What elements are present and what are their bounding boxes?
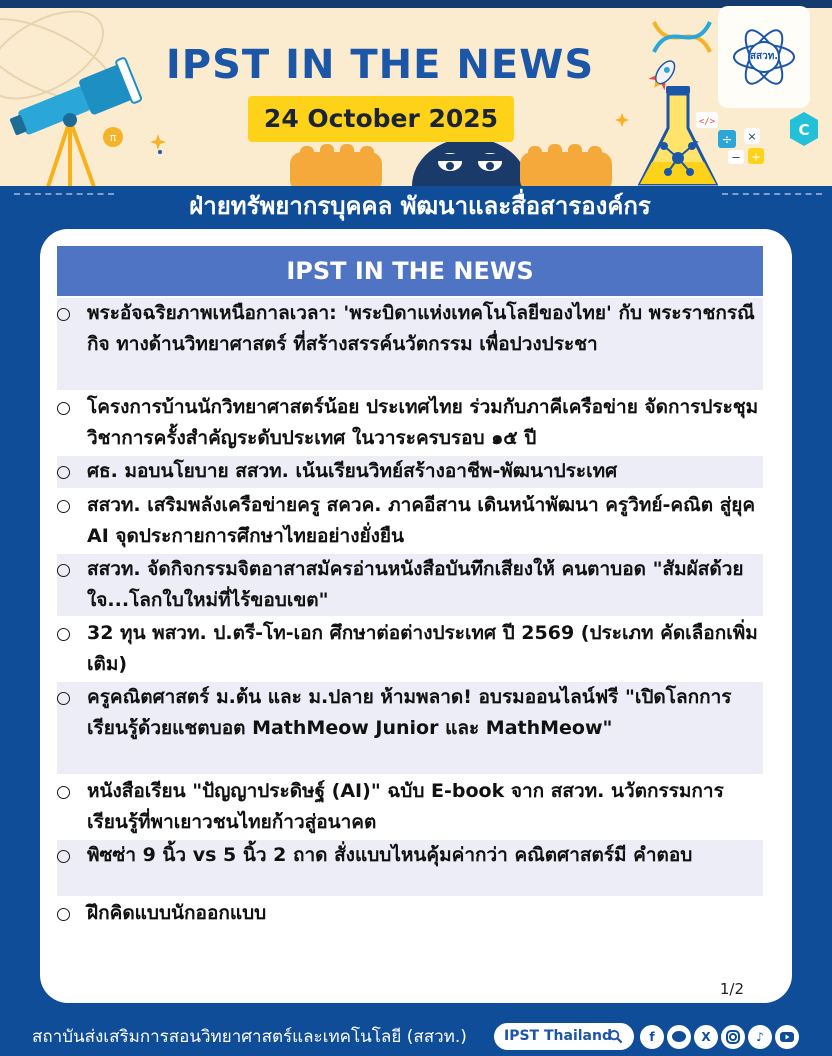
news-item[interactable] [57,298,763,390]
news-item-text[interactable]: โครงการบ้านนักวิทยาศาสตร์น้อย ประเทศไทย ร่วมกับภาคีเครือข่าย จัดการประชุมวิชาการครั้งสำคัญระดับประเทศ ในวาระครบรอบ ๑๕ ปี [87,396,759,449]
news-item[interactable] [57,840,763,896]
news-item-text[interactable]: พิซซ่า 9 นิ้ว vs 5 นิ้ว 2 ถาด สั่งแบบไหนคุ้มค่ากว่า คณิตศาสตร์มี คำตอบ [87,844,693,866]
svg-text:×: × [747,130,757,143]
news-item[interactable] [57,490,763,552]
logo-text: สสวท. [749,51,779,62]
search-label: IPST Thailand [504,1028,612,1044]
department-title: ฝ่ายทรัพยากรบุคคล พัฒนาและสื่อสารองค์กร [189,192,651,220]
date-badge: 24 October 2025 [248,96,514,142]
page-number: 1/2 [719,980,744,998]
organization-name: สถาบันส่งเสริมการสอนวิทยาศาสตร์และเทคโนโลยี (สสวท.) [32,1027,467,1047]
bullet-icon [57,466,70,479]
youtube-icon[interactable] [775,1025,799,1049]
bullet-icon [57,908,70,921]
svg-text:C: C [798,121,810,139]
page-title: IPST IN THE NEWS [165,42,595,88]
bullet-icon [57,786,70,799]
news-item-text[interactable]: 32 ทุน พสวท. ป.ตรี-โท-เอก ศึกษาต่อต่างประเทศ ปี 2569 (ประเภท คัดเลือกเพิ่มเติม) [87,622,758,675]
news-item-text[interactable]: หนังสือเรียน "ปัญญาประดิษฐ์ (AI)" ฉบับ E-book จาก สสวท. นวัตกรรมการเรียนรู้ที่พาเยาวชนไทยก้าวสู่อนาคต [87,780,724,833]
bullet-icon [57,500,70,513]
pi-icon [102,126,124,148]
news-item-text[interactable]: สสวท. เสริมพลังเครือข่ายครู สควค. ภาคอีสาน เดินหน้าพัฒนา ครูวิทย์-คณิต สู่ยุค AI จุดประกายการศึกษาไทยอย่างยั่งยืน [87,494,756,547]
tiktok-icon[interactable]: ♪ [748,1025,772,1049]
news-item[interactable] [57,898,763,932]
top-stripe [0,0,832,8]
svg-text:+: + [750,150,762,164]
news-item[interactable] [57,682,763,774]
bullet-icon [57,308,70,321]
news-item[interactable] [57,392,763,454]
bullet-icon [57,628,70,641]
news-item-text[interactable]: ฝึกคิดแบบนักออกแบบ [87,902,267,924]
peeking-character [290,136,650,186]
svg-text:−: − [731,151,741,164]
bullet-icon [57,850,70,863]
search-icon [608,1029,623,1044]
news-item-text[interactable]: ครูคณิตศาสตร์ ม.ต้น และ ม.ปลาย ห้ามพลาด! อบรมออนไลน์ฟรี "เปิดโลกการเรียนรู้ด้วยแชตบอต MathMeow Junior และ MathMeow" [87,686,732,739]
news-item[interactable] [57,456,763,488]
bullet-icon [57,692,70,705]
news-item[interactable] [57,618,763,680]
svg-text:÷: ÷ [721,133,733,148]
news-card-heading: IPST IN THE NEWS [57,246,763,296]
math-tiles-icon [694,110,832,172]
news-item-text[interactable]: พระอัจฉริยภาพเหนือกาลเวลา: 'พระบิดาแห่งเทคโนโลยีของไทย' กับ พระราชกรณีกิจ ทางด้านวิทยาศาสตร์ ที่สร้างสรรค์นวัตกรรม เพื่อปวงประชา [87,302,755,355]
svg-text:π: π [109,131,117,144]
header-banner [0,0,832,186]
bullet-icon [57,402,70,415]
news-item[interactable] [57,776,763,838]
news-item-text[interactable]: สสวท. จัดกิจกรรมจิตอาสาสมัครอ่านหนังสือบันทึกเสียงให้ คนตาบอด "สัมผัสด้วยใจ...โลกใบใหม่ที่ไร้ขอบเขต" [87,558,744,611]
instagram-icon[interactable] [721,1025,745,1049]
facebook-icon[interactable]: f [640,1025,664,1049]
news-item-text[interactable]: ศธ. มอบนโยบาย สสวท. เน้นเรียนวิทย์สร้างอาชีพ-พัฒนาประเทศ [87,460,618,482]
bullet-icon [57,564,70,577]
ipst-logo [718,6,810,108]
line-icon[interactable] [667,1025,691,1049]
search-pill[interactable] [494,1023,634,1050]
x-icon[interactable]: X [694,1025,718,1049]
svg-text:</>: </> [698,117,716,127]
news-item[interactable] [57,554,763,616]
